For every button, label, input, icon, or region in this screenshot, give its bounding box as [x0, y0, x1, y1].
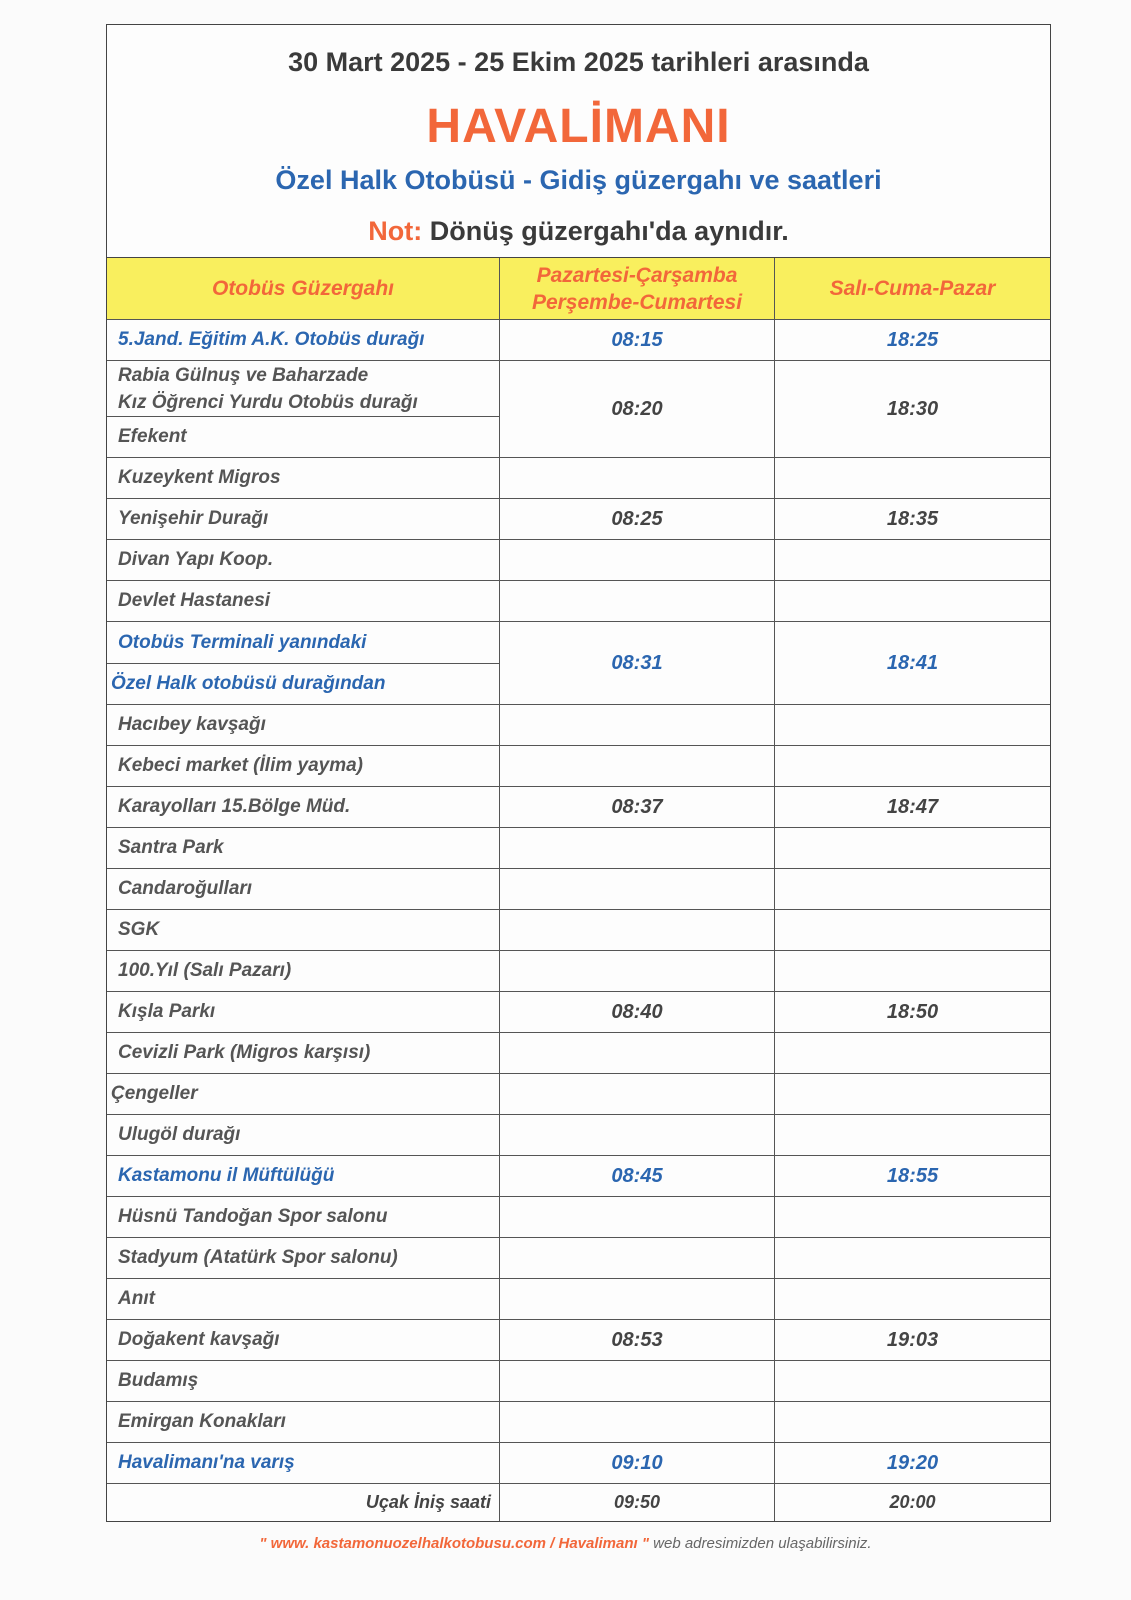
time-weekend [775, 581, 1050, 621]
time-weekday [500, 869, 775, 909]
time-weekday: 09:50 [500, 1484, 775, 1521]
footer-note [0, 1535, 1131, 1552]
stop-name: Cevizli Park (Migros karşısı) [107, 1033, 500, 1073]
table-row [107, 499, 1050, 540]
time-weekday [500, 1402, 775, 1442]
stop-name: Kışla Parkı [107, 992, 500, 1032]
time-weekday [500, 581, 775, 621]
table-row [107, 910, 1050, 951]
table-row [107, 1402, 1050, 1443]
time-weekend [775, 705, 1050, 745]
table-row [107, 787, 1050, 828]
table-row [107, 992, 1050, 1033]
note-text: Dönüş güzergahı'da aynıdır. [429, 216, 789, 246]
time-weekday [500, 1033, 775, 1073]
table-row [107, 581, 1050, 622]
landing-time-label: Uçak İniş saati [107, 1484, 500, 1521]
time-weekend: 18:25 [886, 328, 939, 351]
time-weekday [500, 1197, 775, 1237]
time-weekday [500, 828, 775, 868]
table-row [107, 458, 1050, 499]
stop-name: Budamış [107, 1361, 500, 1401]
time-weekday [500, 1361, 775, 1401]
time-weekday: 08:37 [500, 787, 775, 827]
stop-name: Karayolları 15.Bölge Müd. [107, 787, 500, 827]
time-weekday: 08:20 [500, 361, 775, 457]
time-weekday [500, 1115, 775, 1155]
time-weekday [500, 746, 775, 786]
table-row [107, 1115, 1050, 1156]
time-weekend [775, 746, 1050, 786]
time-weekday: 09:10 [500, 1443, 775, 1483]
schedule-table [107, 257, 1050, 1521]
time-weekend [775, 951, 1050, 991]
time-weekday [500, 540, 775, 580]
website-link[interactable]: " www. kastamonuozelhalkotobusu.com / Havalimanı " [259, 1535, 649, 1552]
time-weekend: 18:47 [886, 795, 939, 818]
col-header-weekday [500, 258, 775, 319]
col-header-route: Otobüs Güzergahı [107, 258, 500, 319]
time-weekend: 18:30 [886, 397, 939, 420]
stop-name: Çengeller [107, 1074, 500, 1114]
time-weekday: 08:15 [500, 320, 775, 360]
table-row [107, 1156, 1050, 1197]
time-weekend: 18:41 [886, 651, 939, 674]
time-weekend [775, 1238, 1050, 1278]
col-header-weekday-line1: Pazartesi-Çarşamba [536, 263, 738, 287]
time-weekend [775, 458, 1050, 498]
subtitle: Özel Halk Otobüsü - Gidiş güzergahı ve saatleri [275, 165, 882, 195]
stop-name-line2: Kız Öğrenci Yurdu Otobüs durağı [118, 391, 418, 413]
stop-name: Stadyum (Atatürk Spor salonu) [107, 1238, 500, 1278]
time-weekend: 19:20 [886, 1451, 939, 1474]
table-row [107, 1361, 1050, 1402]
stop-name: Kastamonu il Müftülüğü [107, 1156, 500, 1196]
time-weekend [775, 910, 1050, 950]
table-row-group [107, 361, 1050, 458]
stop-name: Candaroğulları [107, 869, 500, 909]
time-weekend [775, 1361, 1050, 1401]
stop-name: Havalimanı'na varış [107, 1443, 500, 1483]
stop-name: Kebeci market (İlim yayma) [107, 746, 500, 786]
stop-name: Yenişehir Durağı [107, 499, 500, 539]
time-weekday: 08:25 [500, 499, 775, 539]
time-weekend: 19:03 [886, 1328, 939, 1351]
table-row [107, 1484, 1050, 1521]
table-row [107, 1074, 1050, 1115]
stop-name: Özel Halk otobüsü durağından [107, 663, 499, 704]
time-weekend [775, 1279, 1050, 1319]
time-weekday [500, 458, 775, 498]
time-weekday: 08:31 [500, 622, 775, 704]
stop-name: SGK [107, 910, 500, 950]
time-weekend: 18:35 [886, 507, 939, 530]
stop-name: Divan Yapı Koop. [107, 540, 500, 580]
time-weekend [775, 1197, 1050, 1237]
time-weekend: 20:00 [889, 1492, 936, 1512]
stop-name: Devlet Hastanesi [107, 581, 500, 621]
stop-name: Hüsnü Tandoğan Spor salonu [107, 1197, 500, 1237]
stop-name: Hacıbey kavşağı [107, 705, 500, 745]
stop-name [107, 361, 499, 416]
table-row [107, 705, 1050, 746]
stop-name: Ulugöl durağı [107, 1115, 500, 1155]
stop-name: 100.Yıl (Salı Pazarı) [107, 951, 500, 991]
table-row [107, 1320, 1050, 1361]
time-weekend [775, 828, 1050, 868]
col-header-weekend: Salı-Cuma-Pazar [829, 276, 996, 300]
stop-name: Anıt [107, 1279, 500, 1319]
time-weekend: 18:55 [886, 1164, 939, 1187]
time-weekend [775, 869, 1050, 909]
time-weekday [500, 705, 775, 745]
time-weekend: 18:50 [886, 1000, 939, 1023]
time-weekday [500, 1238, 775, 1278]
table-row [107, 869, 1050, 910]
date-range: 30 Mart 2025 - 25 Ekim 2025 tarihleri arasında [288, 47, 869, 77]
time-weekend [775, 1033, 1050, 1073]
table-row [107, 1279, 1050, 1320]
table-row [107, 1033, 1050, 1074]
time-weekday [500, 1074, 775, 1114]
time-weekday: 08:53 [500, 1320, 775, 1360]
table-row [107, 540, 1050, 581]
time-weekend [775, 540, 1050, 580]
table-row [107, 1197, 1050, 1238]
time-weekday [500, 910, 775, 950]
table-row-group [107, 622, 1050, 705]
table-row [107, 828, 1050, 869]
table-row [107, 951, 1050, 992]
note-label: Not: [368, 216, 423, 246]
stop-name: Kuzeykent Migros [107, 458, 500, 498]
stop-name: Efekent [107, 416, 499, 457]
time-weekday: 08:40 [500, 992, 775, 1032]
stop-name: Santra Park [107, 828, 500, 868]
time-weekday [500, 951, 775, 991]
table-row [107, 1238, 1050, 1279]
schedule-sheet [106, 24, 1051, 1522]
stop-name: Otobüs Terminali yanındaki [118, 631, 367, 653]
stop-name: Doğakent kavşağı [107, 1320, 500, 1360]
note [107, 216, 1050, 247]
col-header-weekday-line2: Perşembe-Cumartesi [531, 290, 743, 314]
time-weekend [775, 1074, 1050, 1114]
stop-name: Emirgan Konakları [107, 1402, 500, 1442]
table-row [107, 320, 1050, 361]
page-title: HAVALİMANI [426, 100, 731, 153]
table-row [107, 1443, 1050, 1484]
time-weekend [775, 1402, 1050, 1442]
table-row [107, 746, 1050, 787]
time-weekday [500, 1279, 775, 1319]
footer-text: web adresimizden ulaşabilirsiniz. [648, 1535, 872, 1552]
stop-name-line1: Rabia Gülnuş ve Baharzade [118, 364, 369, 386]
time-weekend [775, 1115, 1050, 1155]
time-weekday: 08:45 [500, 1156, 775, 1196]
stop-name: 5.Jand. Eğitim A.K. Otobüs durağı [107, 320, 500, 360]
schedule-header [107, 25, 1050, 257]
table-header-row [107, 258, 1050, 320]
